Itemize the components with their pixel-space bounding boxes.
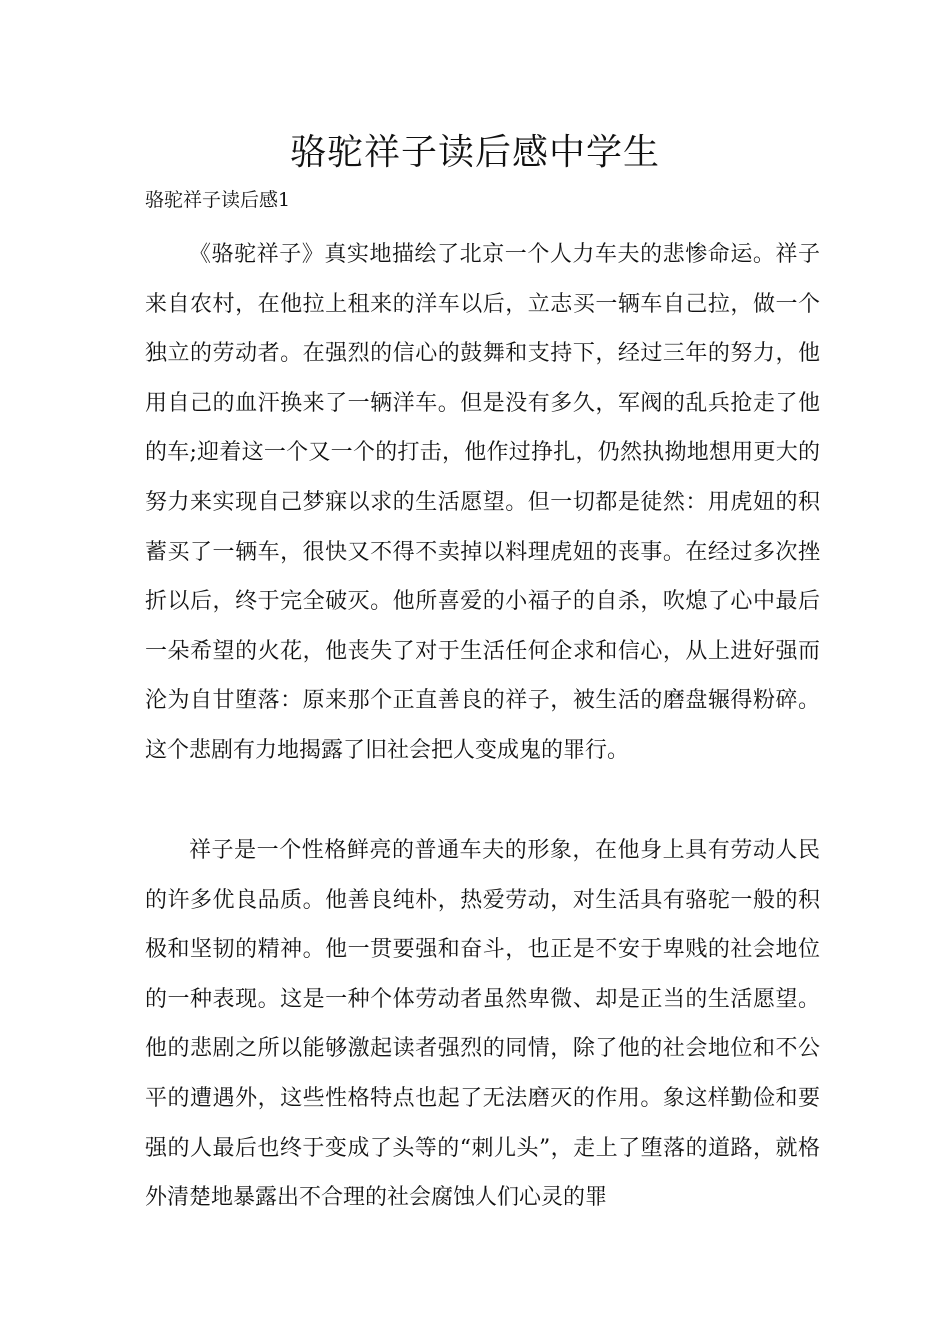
document-title: 骆驼祥子读后感中学生 — [289, 132, 660, 173]
section-heading: 骆驼祥子读后感1 — [145, 189, 291, 211]
paragraph-1: 《骆驼祥子》真实地描绘了北京一个人力车夫的悲惨命运。祥子来自农村，在他拉上租来的洋车以后，立志买一辆车自己拉，做一个独立的劳动者。在强烈的信心的鼓舞和支持下，经过三年的努力，他用自己的血汗换来了一辆洋车。但是没有多久，军阀的乱兵抢走了他的车;迎着这一个又一个的打击，他作过挣扎，仍然执拗地想用更大的努力来实现自己梦寐以求的生活愿望。但一切都是徒然：用虎妞的积蓄买了一辆车，很快又不得不卖掉以料理虎妞的丧事。在经过多次挫折以后，终于完全破灭。他所喜爱的小福子的自杀，吹熄了心中最后一朵希望的火花，他丧失了对于生活任何企求和信心，从上进好强而沦为自甘堕落：原来那个正直善良的祥子，被生活的磨盘辗得粉碎。这个悲剧有力地揭露了旧社会把人变成鬼的罪行。 — [145, 242, 820, 763]
paragraph-2: 祥子是一个性格鲜亮的普通车夫的形象，在他身上具有劳动人民的许多优良品质。他善良纯朴，热爱劳动，对生活具有骆驼一般的积极和坚韧的精神。他一贯要强和奋斗，也正是不安于卑贱的社会地位的一种表现。这是一种个体劳动者虽然卑微、却是正当的生活愿望。他的悲剧之所以能够激起读者强烈的同情，除了他的社会地位和不公平的遭遇外，这些性格特点也起了无法磨灭的作用。象这样勤俭和要强的人最后也终于变成了头等的“刺儿头”，走上了堕落的道路，就格外清楚地暴露出不合理的社会腐蚀人们心灵的罪 — [145, 838, 820, 1211]
